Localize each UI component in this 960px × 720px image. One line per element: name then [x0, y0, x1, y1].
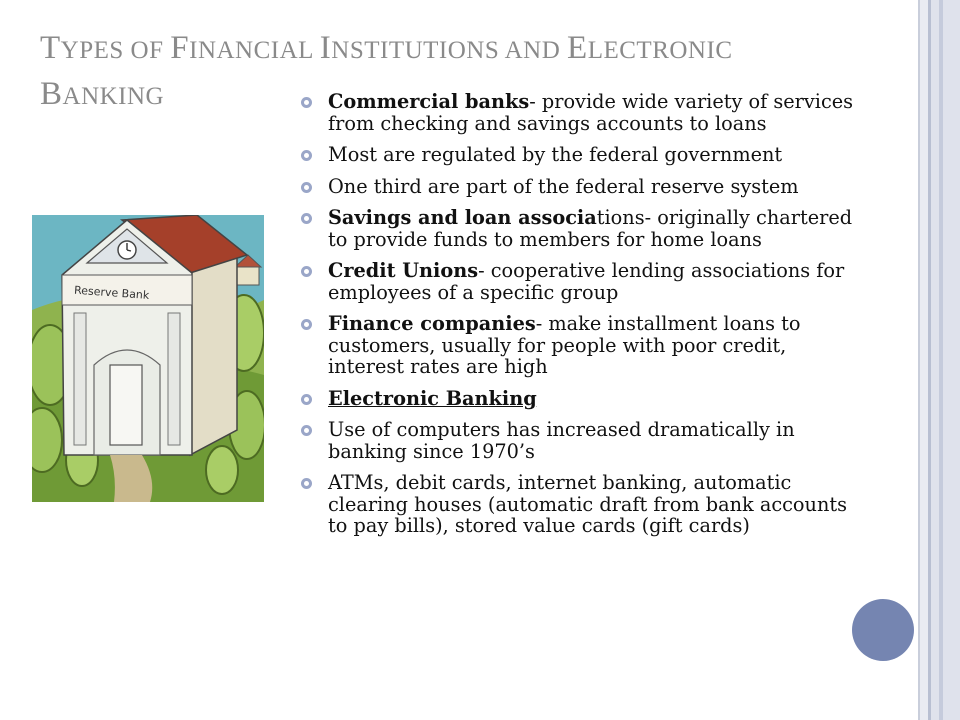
bank-building-illustration	[32, 215, 264, 502]
svg-text:Reserve Bank: Reserve Bank	[73, 283, 150, 302]
bullet-icon	[301, 266, 312, 277]
bullet-icon	[301, 394, 312, 405]
bullet-federal-reserve: One third are part of the federal reserve system	[300, 176, 860, 198]
bullet-savings-and-loan: Savings and loan associations- originally chartered to provide funds to members for home loans	[300, 207, 860, 250]
bullet-computers-banking: Use of computers has increased dramatically in banking since 1970’s	[300, 419, 860, 462]
bullet-icon	[301, 97, 312, 108]
bullet-federal-regulation: Most are regulated by the federal government	[300, 144, 860, 166]
bullet-icon	[301, 182, 312, 193]
border-stripe	[931, 0, 960, 720]
bullet-electronic-banking-heading: Electronic Banking	[300, 388, 860, 410]
border-stripe	[939, 0, 943, 720]
bullet-icon	[301, 213, 312, 224]
title-line-1: TYPES OF FINANCIAL INSTITUTIONS AND ELECTRONIC	[40, 30, 733, 66]
bullet-icon	[301, 425, 312, 436]
bullet-list	[300, 91, 860, 547]
bullet-icon	[301, 150, 312, 161]
bullet-electronic-services: ATMs, debit cards, internet banking, automatic clearing houses (automatic draft from bank accounts to pay bills), stored value cards (gift cards)	[300, 472, 860, 537]
bullet-commercial-banks: Commercial banks- provide wide variety of services from checking and savings accounts to loans	[300, 91, 860, 134]
title-line-2: BANKING	[40, 76, 165, 112]
bullet-icon	[301, 319, 312, 330]
border-stripe	[920, 0, 928, 720]
bullet-finance-companies: Finance companies- make installment loans to customers, usually for people with poor credit, interest rates are high	[300, 313, 860, 378]
decorative-circle	[852, 599, 914, 661]
bullet-icon	[301, 478, 312, 489]
bullet-credit-unions: Credit Unions- cooperative lending associations for employees of a specific group	[300, 260, 860, 303]
